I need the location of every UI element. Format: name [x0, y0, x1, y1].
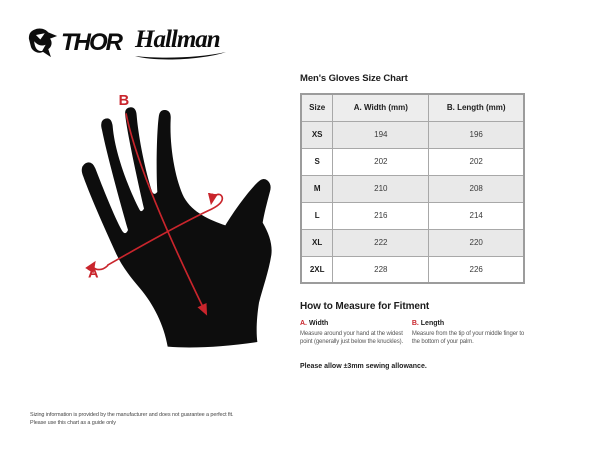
length-cell: 208 [429, 175, 524, 202]
size-cell: XS [301, 121, 333, 148]
size-table-row [301, 202, 524, 229]
measure-key-b: B. [411, 320, 419, 327]
width-cell: 194 [333, 121, 429, 148]
thor-logo [28, 27, 121, 59]
thor-warrior-icon [28, 27, 58, 59]
measure-name-b: Length [420, 320, 445, 327]
length-cell: 202 [429, 148, 524, 175]
brand-logos [28, 26, 220, 60]
length-cell: 196 [429, 121, 524, 148]
column-header-size: Size [301, 94, 333, 121]
sewing-allowance-note: Please allow ±3mm sewing allowance. [300, 363, 427, 371]
column-header-length: B. Length (mm) [429, 94, 524, 121]
measure-label-b [412, 320, 526, 327]
size-table-row [301, 148, 524, 175]
how-to-measure-section [300, 301, 526, 370]
size-cell: XL [301, 229, 333, 256]
size-cell: M [301, 175, 333, 202]
width-cell: 222 [333, 229, 429, 256]
right-panel [300, 73, 526, 370]
size-table [300, 93, 525, 284]
disclaimer-line-2: Please use this chart as a guide only [30, 420, 116, 427]
measure-label-a [300, 320, 406, 327]
measure-description-b: Measure from the tip of your middle finger to the bottom of your palm. [411, 331, 525, 346]
measure-key-a: A. [300, 320, 307, 327]
size-table-body [301, 121, 524, 283]
footer-disclaimer [30, 411, 233, 428]
width-cell: 216 [333, 202, 429, 229]
column-header-width: A. Width (mm) [333, 94, 429, 121]
how-to-measure-title: How to Measure for Fitment [300, 301, 430, 312]
size-chart-title: Men's Gloves Size Chart [300, 73, 408, 84]
label-a: A [88, 265, 99, 282]
thor-wordmark: THOR [61, 29, 121, 56]
size-table-row [301, 175, 524, 202]
glove-measurement-diagram [40, 80, 280, 370]
size-table-row [301, 256, 524, 283]
measure-instruction-length [412, 320, 526, 346]
hallman-wordmark: Hallman [135, 26, 220, 53]
width-cell: 228 [333, 256, 429, 283]
size-table-row [301, 229, 524, 256]
measure-description-a: Measure around your hand at the widest point (generally just below the knuckles). [300, 331, 404, 346]
hallman-swash-flourish [133, 51, 229, 60]
width-cell: 202 [333, 148, 429, 175]
hallman-logo [135, 26, 220, 60]
size-cell: L [301, 202, 333, 229]
length-cell: 214 [429, 202, 524, 229]
label-b: B [118, 93, 130, 109]
length-cell: 226 [429, 256, 524, 283]
size-table-row [301, 121, 524, 148]
width-cell: 210 [333, 175, 429, 202]
measure-name-a: Width [308, 320, 329, 327]
size-cell: 2XL [301, 256, 333, 283]
length-cell: 220 [429, 229, 524, 256]
measure-instruction-width [300, 320, 406, 346]
size-cell: S [301, 148, 333, 175]
size-table-header-row [301, 94, 524, 121]
disclaimer-line-1: Sizing information is provided by the manufacturer and does not guarantee a perfect fit. [30, 412, 234, 418]
